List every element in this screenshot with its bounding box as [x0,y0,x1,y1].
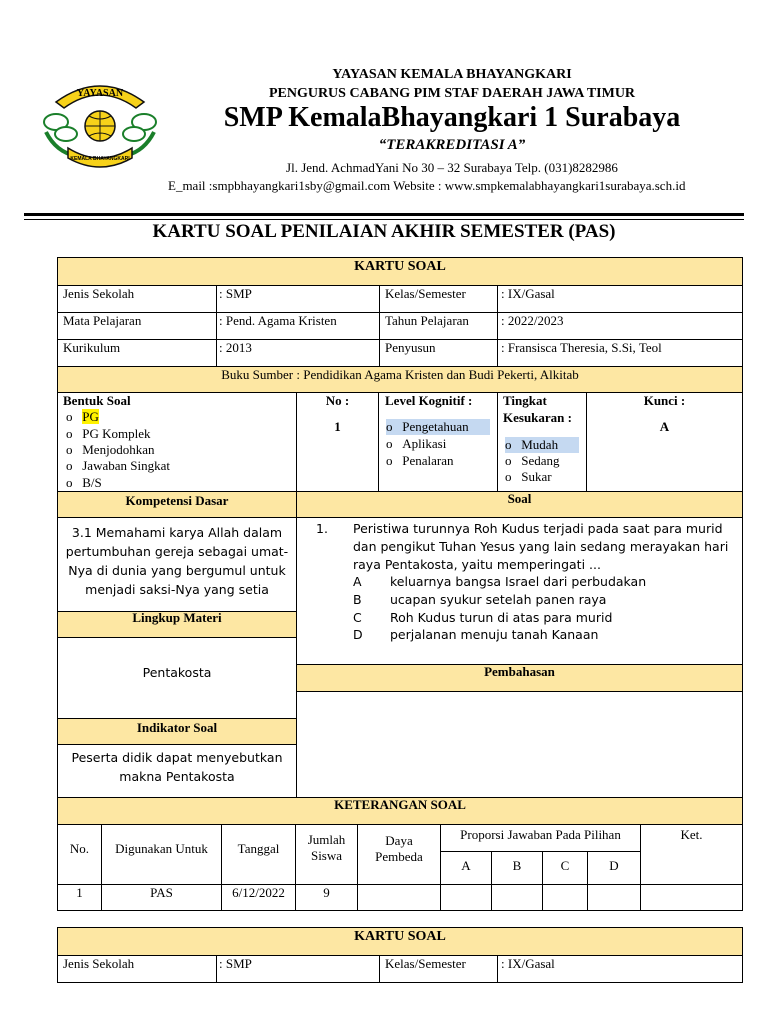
choice-text-c: Roh Kudus turun di atas para murid [390,610,613,625]
card2-title: KARTU SOAL [354,929,446,944]
logo-text-top: YAYASAN [76,88,124,99]
choice-letter-c: C [353,610,362,625]
document-title: KARTU SOAL PENILAIAN AKHIR SEMESTER (PAS) [152,221,616,242]
tingkat-label-2: Kesukaran : [503,410,572,425]
lingkup-value: Pentakosta [142,665,212,680]
pembahasan-body [296,691,743,798]
bentuk-option-pg-komplek: o PG Komplek [66,426,151,441]
lingkup-label: Lingkup Materi [132,610,222,625]
choice-letter-b: B [353,592,362,607]
label-tahun-pelajaran: Tahun Pelajaran [385,313,469,328]
ket-header-digunakan: Digunakan Untuk [115,841,208,856]
value-kelas-semester: : IX/Gasal [501,286,555,301]
level-label: Level Kognitif : [385,393,473,408]
ket-header-proporsi: Proporsi Jawaban Pada Pilihan [460,827,621,842]
number-value: 1 [334,419,341,434]
indikator-line-1: Peserta didik dapat menyebutkan [71,750,283,765]
ket-header-ket: Ket. [680,827,703,842]
kd-label: Kompetensi Dasar [125,493,229,508]
ket-row-jumlah: 9 [323,885,330,900]
contact-line: E_mail :smpbhayangkari1sby@gmail.com Website : www.smpkemalabhayangkari1surabaya.sch.id [168,178,686,193]
ket-header-b: B [512,858,522,873]
tingkat-label-1: Tingkat [503,393,547,408]
ket-header-daya-1: Daya [385,833,413,848]
header-rule-thick [24,213,744,216]
choice-text-b: ucapan syukur setelah panen raya [390,592,607,607]
ket-header-daya-2: Pembeda [375,849,423,864]
ket-row-tanggal: 6/12/2022 [232,885,285,900]
kunci-value: A [659,419,670,434]
tingkat-option-mudah: o Mudah [505,437,579,453]
soal-label: Soal [507,491,532,506]
school-name: SMP KemalaBhayangkari 1 Surabaya [223,102,681,133]
card2-label-kelas-semester: Kelas/Semester [385,956,466,971]
label-kelas-semester: Kelas/Semester [385,286,466,301]
label-penyusun: Penyusun [385,340,436,355]
bentuk-option-jawaban-singkat: o Jawaban Singkat [66,458,170,473]
ket-header-tanggal: Tanggal [237,841,280,856]
accreditation: “TERAKREDITASI A” [378,137,526,153]
choice-letter-a: A [353,574,362,589]
kd-line-3: Nya di dunia yang bergumul untuk [68,563,286,578]
tingkat-option-sukar: o Sukar [505,469,552,484]
card2-label-jenis-sekolah: Jenis Sekolah [63,956,135,971]
ket-row-digunakan: PAS [150,885,173,900]
bentuk-option-bs: o B/S [66,475,102,490]
level-option-penalaran: o Penalaran [386,453,454,468]
value-tahun-pelajaran: : 2022/2023 [501,313,564,328]
bentuk-soal-label: Bentuk Soal [63,393,131,408]
question-line-2: dan pengikut Tuhan Yesus yang lain sedang merayakan hari [353,539,729,554]
kd-line-2: pertumbuhan gereja sebagai umat- [65,544,289,559]
level-option-pengetahuan: o Pengetahuan [386,419,490,435]
ket-header-c: C [560,858,570,873]
label-jenis-sekolah: Jenis Sekolah [63,286,135,301]
indikator-label: Indikator Soal [136,720,218,735]
bentuk-option-pg: o PG [66,409,99,424]
value-kurikulum: : 2013 [219,340,252,355]
kunci-label: Kunci : [643,393,686,408]
question-line-3: raya Pentakosta, yaitu memperingati ... [353,557,601,572]
question-number: 1. [316,521,328,536]
value-penyusun: : Fransisca Theresia, S.Si, Teol [501,340,662,355]
header-rule-thin [24,219,744,220]
choice-text-d: perjalanan menuju tanah Kanaan [390,627,599,642]
number-label: No : [325,393,350,408]
foundation-name: YAYASAN KEMALA BHAYANGKARI [332,67,572,82]
ket-header-jumlah-2: Siswa [310,848,343,863]
ket-header-d: D [609,858,619,873]
level-option-aplikasi: o Aplikasi [386,436,447,451]
bentuk-option-menjodohkan: o Menjodohkan [66,442,155,457]
address: Jl. Jend. AchmadYani No 30 – 32 Surabaya Telp. (031)8282986 [286,160,618,175]
card2-value-kelas-semester: : IX/Gasal [501,956,555,971]
pembahasan-label: Pembahasan [484,664,555,679]
card-title: KARTU SOAL [354,259,446,274]
ket-header-a: A [461,858,471,873]
ket-row-no: 1 [76,885,83,900]
label-kurikulum: Kurikulum [63,340,121,355]
label-mata-pelajaran: Mata Pelajaran [63,313,142,328]
tingkat-option-sedang: o Sedang [505,453,560,468]
choice-letter-d: D [353,627,363,642]
kd-line-4: menjadi saksi-Nya yang setia [85,582,269,597]
indikator-line-2: makna Pentakosta [119,769,235,784]
branch-name: PENGURUS CABANG PIM STAF DAERAH JAWA TIMUR [268,86,636,101]
ket-header-jumlah-1: Jumlah [307,832,346,847]
logo-text-bottom: KEMALA BHAYANGKARI [70,156,130,162]
value-jenis-sekolah: : SMP [219,286,252,301]
keterangan-label: KETERANGAN SOAL [334,797,466,812]
card2-value-jenis-sekolah: : SMP [219,956,252,971]
choice-text-a: keluarnya bangsa Israel dari perbudakan [390,574,647,589]
kd-line-1: 3.1 Memahami karya Allah dalam [71,525,283,540]
source-book: Buku Sumber : Pendidikan Agama Kristen dan Budi Pekerti, Alkitab [221,367,579,382]
value-mata-pelajaran: : Pend. Agama Kristen [219,313,337,328]
question-line-1: Peristiwa turunnya Roh Kudus terjadi pada saat para murid [353,521,723,536]
ket-header-no: No. [69,841,90,856]
